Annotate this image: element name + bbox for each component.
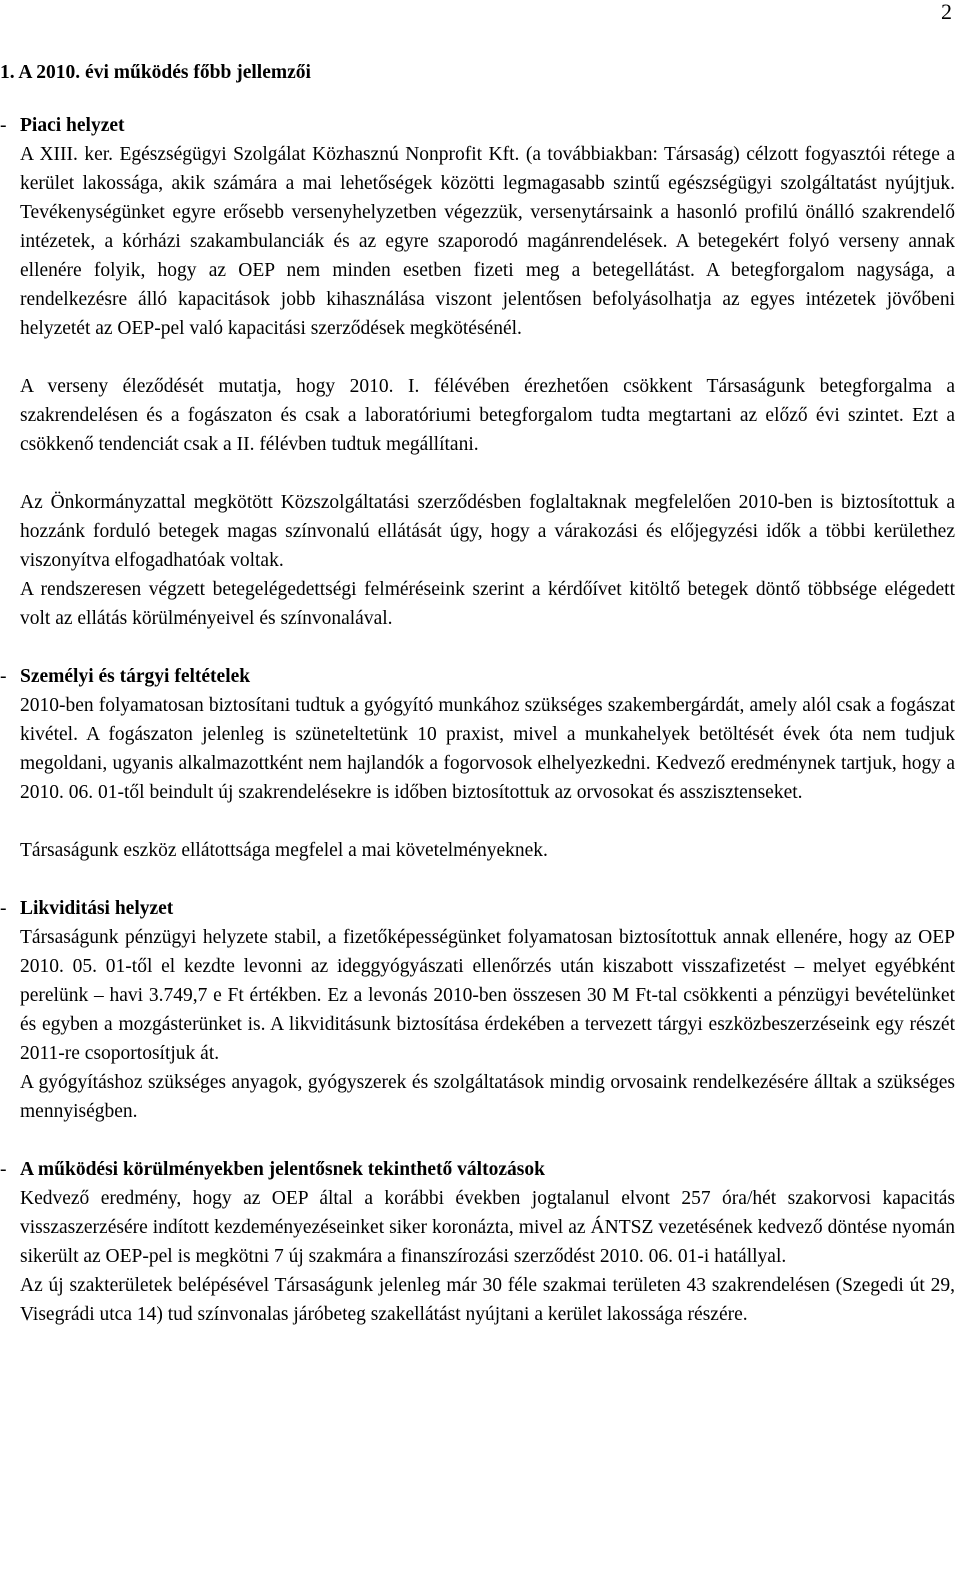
section-likviditasi-helyzet (0, 894, 955, 1126)
paragraph: Társaságunk eszköz ellátottsága megfelel a mai követelményeknek. (20, 840, 548, 861)
paragraph: Társaságunk pénzügyi helyzete stabil, a fizetőképességünket folyamatosan biztosítottuk annak ellenére, hogy az OEP 2010. 05. 01-től el kezdte levonni az ideggyógyászati ellenőrzés után kiszabott visszafizetést – melyet egyébként perelünk – havi 3.749,7 e Ft értékben. Ez a levonás 2010-ben összesen 30 M Ft-tal csökkenti a pénzügyi bevételünket és egyben a mozgásterünket is. A likviditásunk biztosítása érdekében a tervezett tárgyi eszközbeszerzéseink egy részét 2011-re csoportosítjuk át. (20, 927, 955, 1064)
section-heading (0, 894, 955, 923)
section-title: Személyi és tárgyi feltételek (20, 666, 251, 687)
section-title: Piaci helyzet (20, 115, 125, 136)
paragraph: Az új szakterületek belépésével Társaságunk jelenleg már 30 féle szakmai területen 43 szakrendelésen (Szegedi út 29, Visegrádi utca 14) tud színvonalas járóbeteg szakellátást nyújtani a kerület lakossága részére. (20, 1275, 955, 1325)
bullet-dash: - (0, 898, 7, 919)
section-piaci-helyzet (0, 111, 955, 633)
bullet-dash: - (0, 115, 7, 136)
page-number: 2 (941, 0, 952, 24)
section-body (0, 691, 955, 865)
section-heading (0, 662, 955, 691)
bullet-dash: - (0, 666, 7, 687)
paragraph: A verseny éleződését mutatja, hogy 2010. I. félévében érezhetően csökkent Társaságunk betegforgalma a szakrendelésen és a fogászaton és csak a laboratóriumi betegforgalom tudta megtartani az előző évi szintet. Ezt a csökkenő tendenciát csak a II. félévben tudtuk megállítani. (20, 376, 955, 455)
paragraph: 2010-ben folyamatosan biztosítani tudtuk a gyógyító munkához szükséges szakembergárdát, amely alól csak a fogászat kivétel. A fogászaton jelenleg is szüneteltetünk 10 praxist, mivel a munkahelyek betöltését évek óta nem tudjuk megoldani, ugyanis alkalmazottként nem hajlandók a fogorvosok elhelyezkedni. Kedvező eredménynek tartjuk, hogy a 2010. 06. 01-től beindult új szakrendelésekre is időben biztosítottuk az orvosokat és asszisztenseket. (20, 695, 955, 803)
section-title: Likviditási helyzet (20, 898, 174, 919)
section-body (0, 923, 955, 1126)
paragraph: A XIII. ker. Egészségügyi Szolgálat Közhasznú Nonprofit Kft. (a továbbiakban: Társaság) célzott fogyasztói rétege a kerület lakossága, akik számára a mai lehetőségek közötti legmagasabb szintű egészségügyi szolgáltatást nyújtjuk. Tevékenységünket egyre erősebb versenyhelyzetben végezzük, versenytársaink a hasonló profilú önálló szakrendelő intézetek, a kórházi szakambulanciák és az egyre szaporodó magánrendelések. A betegekért folyó verseny annak ellenére folyik, hogy az OEP nem minden esetben fizeti meg a betegellátást. A betegforgalom nagysága, a rendelkezésre álló kapacitások jobb kihasználása viszont jelentősen befolyásolhatja az egyes intézetek jövőbeni helyzetét az OEP-pel való kapacitási szerződések megkötésénél. (20, 144, 955, 339)
paragraph: Az Önkormányzattal megkötött Közszolgáltatási szerződésben foglaltaknak megfelelően 2010-ben is biztosítottuk a hozzánk forduló betegek magas színvonalú ellátását úgy, hogy a várakozási és előjegyzési idők a többi kerülethez viszonyítva elfogadhatóak voltak. (20, 492, 955, 571)
section-title: A működési körülményekben jelentősnek tekinthető változások (20, 1159, 545, 1180)
section-body (0, 1184, 955, 1329)
section-mukodesi-korulmenyek (0, 1155, 955, 1329)
section-heading (0, 111, 955, 140)
paragraph: Kedvező eredmény, hogy az OEP által a korábbi években jogtalanul elvont 257 óra/hét szakorvosi kapacitás visszaszerzésére indított kezdeményezéseinket siker koronázta, mivel az ÁNTSZ vezetésének kedvező döntése nyomán sikerült az OEP-pel is megkötni 7 új szakmára a finanszírozási szerződést 2010. 06. 01-i hatállyal. (20, 1188, 955, 1267)
section-body (0, 140, 955, 633)
section-heading (0, 1155, 955, 1184)
document-title: 1. A 2010. évi működés főbb jellemzői (0, 62, 311, 83)
section-szemelyi-es-targyi-feltetelek (0, 662, 955, 865)
document-body (0, 58, 955, 1329)
paragraph: A gyógyításhoz szükséges anyagok, gyógyszerek és szolgáltatások mindig orvosaink rendelkezésére álltak a szükséges mennyiségben. (20, 1072, 955, 1122)
bullet-dash: - (0, 1159, 7, 1180)
paragraph: A rendszeresen végzett betegelégedettségi felméréseink szerint a kérdőívet kitöltő betegek döntő többsége elégedett volt az ellátás körülményeivel és színvonalával. (20, 579, 955, 629)
